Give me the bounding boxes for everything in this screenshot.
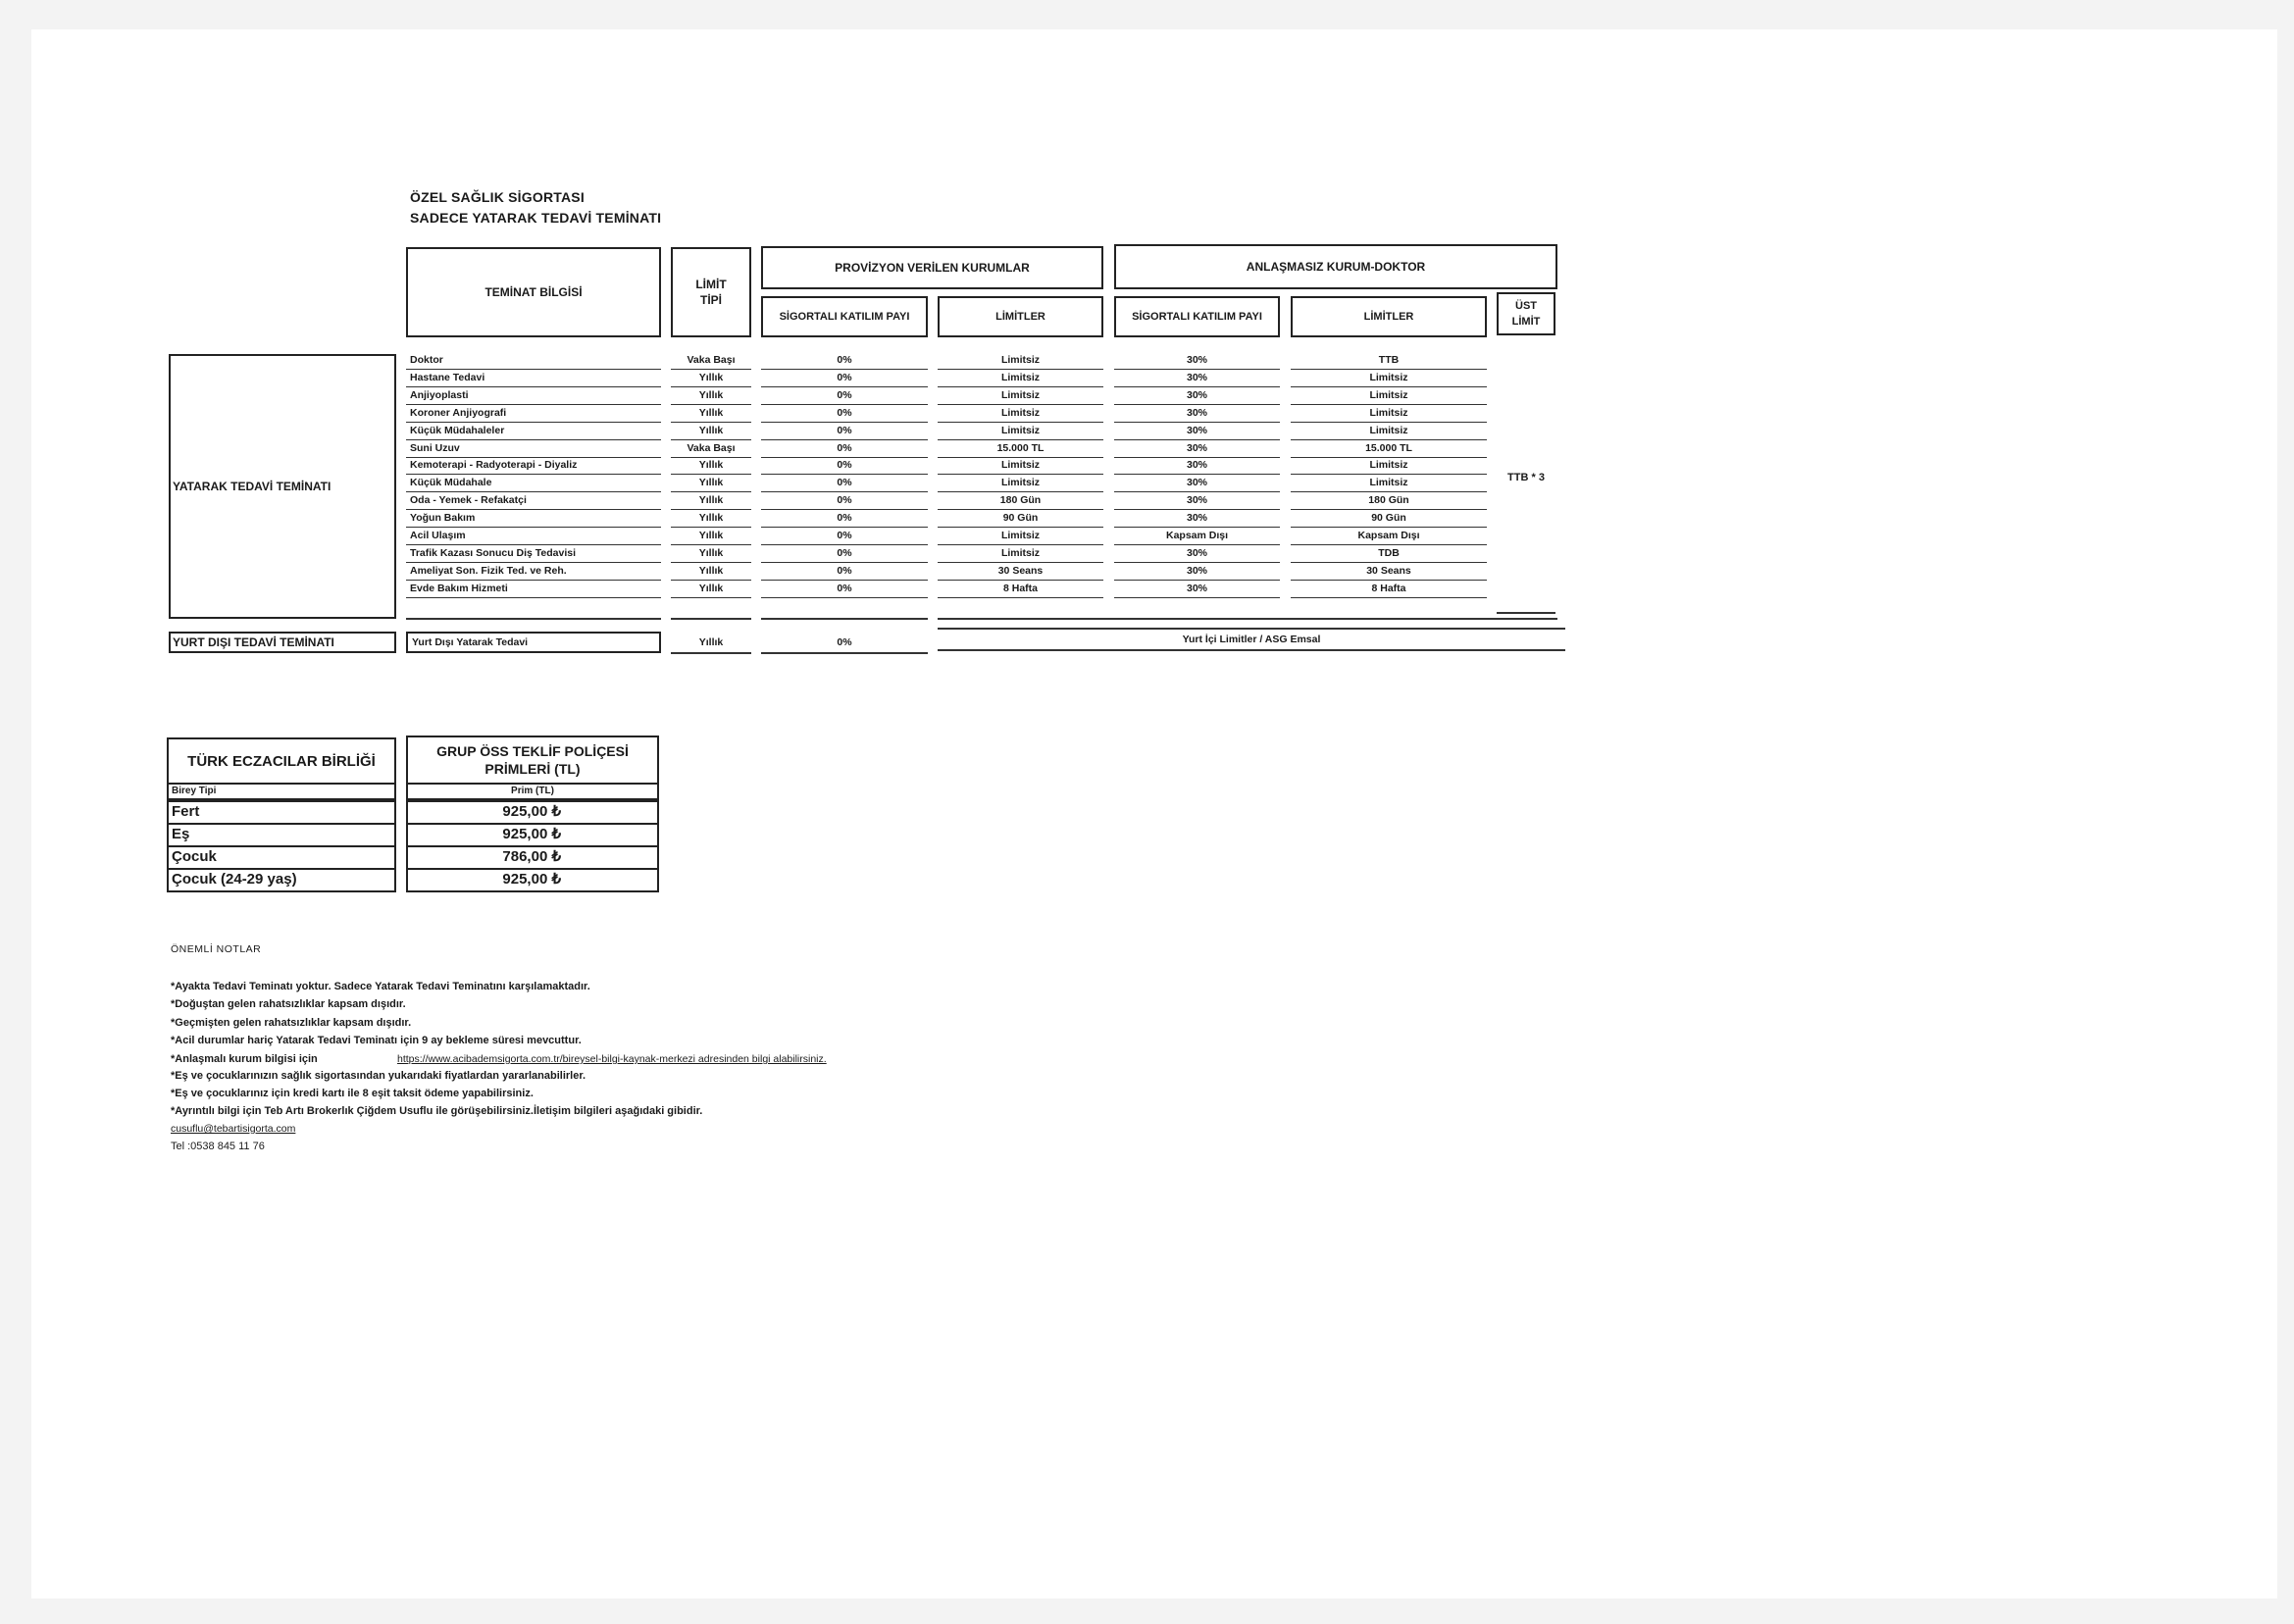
- row-anlasmasiz-limit: 8 Hafta: [1291, 581, 1487, 598]
- header-teminat-bilgisi: TEMİNAT BİLGİSİ: [406, 247, 661, 337]
- row-anlasmasiz-limit: 30 Seans: [1291, 563, 1487, 581]
- row-provizyon-share: 0%: [761, 475, 928, 492]
- row-provizyon-share: 0%: [761, 581, 928, 598]
- row-anlasmasiz-share: 30%: [1114, 563, 1280, 581]
- header-ust-limit: ÜST LİMİT: [1497, 292, 1555, 335]
- divider: [406, 618, 661, 620]
- row-limit-type: Yıllık: [671, 563, 751, 581]
- note-link-prefix: *Anlaşmalı kurum bilgisi için: [171, 1053, 318, 1065]
- row-limit-type: Yıllık: [671, 528, 751, 545]
- row-name: Trafik Kazası Sonucu Diş Tedavisi: [406, 545, 661, 563]
- notes-heading: ÖNEMLİ NOTLAR: [171, 943, 262, 955]
- row-provizyon-limit: Limitsiz: [938, 387, 1103, 405]
- premium-row-value: 925,00 ₺: [406, 823, 659, 847]
- premium-title: GRUP ÖSS TEKLİF POLİÇESİ PRİMLERİ (TL): [406, 736, 659, 785]
- row-name: Küçük Müdahale: [406, 475, 661, 492]
- premium-col-prim: Prim (TL): [406, 783, 659, 800]
- row-provizyon-limit: Limitsiz: [938, 475, 1103, 492]
- row-limit-type: Yıllık: [671, 405, 751, 423]
- row-anlasmasiz-limit: Limitsiz: [1291, 405, 1487, 423]
- group-yatarak-tedavi: YATARAK TEDAVİ TEMİNATI: [169, 354, 396, 619]
- row-provizyon-share: 0%: [761, 457, 928, 475]
- note-item: *Ayakta Tedavi Teminatı yoktur. Sadece Yatarak Tedavi Teminatını karşılamaktadır.: [171, 981, 590, 992]
- row-provizyon-limit: 8 Hafta: [938, 581, 1103, 598]
- row-anlasmasiz-share: Kapsam Dışı: [1114, 528, 1280, 545]
- doc-title-2: SADECE YATARAK TEDAVİ TEMİNATI: [410, 210, 662, 226]
- premium-row-value: 786,00 ₺: [406, 845, 659, 870]
- header-anlasmasiz: ANLAŞMASIZ KURUM-DOKTOR: [1114, 244, 1557, 289]
- row-anlasmasiz-limit: Limitsiz: [1291, 423, 1487, 440]
- row-provizyon-share: 0%: [761, 440, 928, 458]
- row-limit-type: Yıllık: [671, 510, 751, 528]
- premium-row-type: Çocuk: [167, 845, 396, 870]
- header-limit-tipi: LİMİT TİPİ: [671, 247, 751, 337]
- row-provizyon-limit: 90 Gün: [938, 510, 1103, 528]
- divider: [761, 618, 928, 620]
- row-provizyon-limit: 15.000 TL: [938, 440, 1103, 458]
- doc-title-1: ÖZEL SAĞLIK SİGORTASI: [410, 189, 585, 205]
- premium-row-type: Fert: [167, 800, 396, 825]
- header-provizyon: PROVİZYON VERİLEN KURUMLAR: [761, 246, 1103, 289]
- row-name: Acil Ulaşım: [406, 528, 661, 545]
- row-provizyon-limit: Limitsiz: [938, 457, 1103, 475]
- row-provizyon-share: 0%: [761, 352, 928, 370]
- row-limit-type: Yıllık: [671, 457, 751, 475]
- note-item: *Eş ve çocuklarınız için kredi kartı ile 8 eşit taksit ödeme yapabilirsiniz.: [171, 1088, 534, 1099]
- premium-org: TÜRK ECZACILAR BİRLİĞİ: [167, 737, 396, 785]
- abroad-type: Yıllık: [671, 633, 751, 654]
- row-limit-type: Yıllık: [671, 545, 751, 563]
- row-limit-type: Yıllık: [671, 370, 751, 387]
- row-limit-type: Yıllık: [671, 387, 751, 405]
- row-anlasmasiz-limit: 90 Gün: [1291, 510, 1487, 528]
- row-limit-type: Vaka Başı: [671, 352, 751, 370]
- note-item: *Doğuştan gelen rahatsızlıklar kapsam dışıdır.: [171, 998, 406, 1011]
- premium-col-type: Birey Tipi: [167, 783, 396, 800]
- row-anlasmasiz-share: 30%: [1114, 510, 1280, 528]
- row-limit-type: Yıllık: [671, 492, 751, 510]
- row-anlasmasiz-limit: Limitsiz: [1291, 387, 1487, 405]
- row-anlasmasiz-share: 30%: [1114, 545, 1280, 563]
- row-provizyon-limit: Limitsiz: [938, 370, 1103, 387]
- row-name: Anjiyoplasti: [406, 387, 661, 405]
- row-provizyon-share: 0%: [761, 563, 928, 581]
- row-name: Ameliyat Son. Fizik Ted. ve Reh.: [406, 563, 661, 581]
- row-anlasmasiz-share: 30%: [1114, 457, 1280, 475]
- row-provizyon-share: 0%: [761, 528, 928, 545]
- row-anlasmasiz-limit: Kapsam Dışı: [1291, 528, 1487, 545]
- row-name: Doktor: [406, 352, 661, 370]
- row-name: Hastane Tedavi: [406, 370, 661, 387]
- row-provizyon-share: 0%: [761, 370, 928, 387]
- row-name: Oda - Yemek - Refakatçi: [406, 492, 661, 510]
- row-anlasmasiz-limit: 180 Gün: [1291, 492, 1487, 510]
- row-anlasmasiz-share: 30%: [1114, 423, 1280, 440]
- row-provizyon-share: 0%: [761, 423, 928, 440]
- contact-email-link[interactable]: cusuflu@tebartisigorta.com: [171, 1123, 296, 1135]
- row-anlasmasiz-share: 30%: [1114, 387, 1280, 405]
- row-name: Yoğun Bakım: [406, 510, 661, 528]
- divider: [1497, 612, 1555, 614]
- row-provizyon-limit: Limitsiz: [938, 545, 1103, 563]
- contact-phone: Tel :0538 845 11 76: [171, 1141, 265, 1152]
- row-provizyon-share: 0%: [761, 545, 928, 563]
- row-anlasmasiz-share: 30%: [1114, 352, 1280, 370]
- divider: [671, 618, 751, 620]
- abroad-share: 0%: [761, 633, 928, 654]
- row-anlasmasiz-limit: Limitsiz: [1291, 475, 1487, 492]
- row-provizyon-share: 0%: [761, 492, 928, 510]
- row-anlasmasiz-limit: Limitsiz: [1291, 370, 1487, 387]
- row-provizyon-limit: 180 Gün: [938, 492, 1103, 510]
- row-provizyon-limit: Limitsiz: [938, 423, 1103, 440]
- row-anlasmasiz-share: 30%: [1114, 405, 1280, 423]
- note-item: *Eş ve çocuklarınızın sağlık sigortasından yukarıdaki fiyatlardan yararlanabilirler.: [171, 1070, 586, 1082]
- row-provizyon-share: 0%: [761, 387, 928, 405]
- abroad-limit: Yurt İçi Limitler / ASG Emsal: [938, 628, 1565, 651]
- row-anlasmasiz-limit: Limitsiz: [1291, 457, 1487, 475]
- abroad-name: Yurt Dışı Yatarak Tedavi: [406, 632, 661, 653]
- row-anlasmasiz-limit: TDB: [1291, 545, 1487, 563]
- row-anlasmasiz-limit: TTB: [1291, 352, 1487, 370]
- ust-limit-value: TTB * 3: [1507, 472, 1545, 483]
- divider: [938, 618, 1557, 620]
- note-item: *Acil durumlar hariç Yatarak Tedavi Teminatı için 9 ay bekleme süresi mevcuttur.: [171, 1034, 582, 1046]
- row-provizyon-limit: 30 Seans: [938, 563, 1103, 581]
- note-item: *Geçmişten gelen rahatsızlıklar kapsam dışıdır.: [171, 1016, 412, 1029]
- row-provizyon-share: 0%: [761, 510, 928, 528]
- header-katilim-payi-1: SİGORTALI KATILIM PAYI: [761, 296, 928, 337]
- row-anlasmasiz-share: 30%: [1114, 370, 1280, 387]
- row-anlasmasiz-share: 30%: [1114, 492, 1280, 510]
- row-name: Kemoterapi - Radyoterapi - Diyaliz: [406, 457, 661, 475]
- row-provizyon-limit: Limitsiz: [938, 528, 1103, 545]
- row-anlasmasiz-share: 30%: [1114, 581, 1280, 598]
- row-anlasmasiz-limit: 15.000 TL: [1291, 440, 1487, 458]
- row-provizyon-limit: Limitsiz: [938, 352, 1103, 370]
- premium-row-type: Eş: [167, 823, 396, 847]
- row-name: Suni Uzuv: [406, 440, 661, 458]
- row-name: Koroner Anjiyografi: [406, 405, 661, 423]
- row-anlasmasiz-share: 30%: [1114, 475, 1280, 492]
- row-name: Evde Bakım Hizmeti: [406, 581, 661, 598]
- row-provizyon-share: 0%: [761, 405, 928, 423]
- group-yurt-disi: YURT DIŞI TEDAVİ TEMİNATI: [169, 632, 396, 653]
- premium-row-value: 925,00 ₺: [406, 800, 659, 825]
- premium-row-type: Çocuk (24-29 yaş): [167, 868, 396, 892]
- row-limit-type: Vaka Başı: [671, 440, 751, 458]
- header-limitler-2: LİMİTLER: [1291, 296, 1487, 337]
- header-limitler-1: LİMİTLER: [938, 296, 1103, 337]
- premium-row-value: 925,00 ₺: [406, 868, 659, 892]
- row-limit-type: Yıllık: [671, 423, 751, 440]
- agreement-link[interactable]: https://www.acibademsigorta.com.tr/bireysel-bilgi-kaynak-merkezi adresinden bilgi alabilirsiniz.: [397, 1053, 827, 1065]
- row-limit-type: Yıllık: [671, 581, 751, 598]
- row-provizyon-limit: Limitsiz: [938, 405, 1103, 423]
- row-name: Küçük Müdahaleler: [406, 423, 661, 440]
- row-anlasmasiz-share: 30%: [1114, 440, 1280, 458]
- note-item: *Ayrıntılı bilgi için Teb Artı Brokerlık Çiğdem Usuflu ile görüşebilirsiniz.İletişim bilgileri aşağıdaki gibidir.: [171, 1105, 703, 1117]
- row-limit-type: Yıllık: [671, 475, 751, 492]
- header-katilim-payi-2: SİGORTALI KATILIM PAYI: [1114, 296, 1280, 337]
